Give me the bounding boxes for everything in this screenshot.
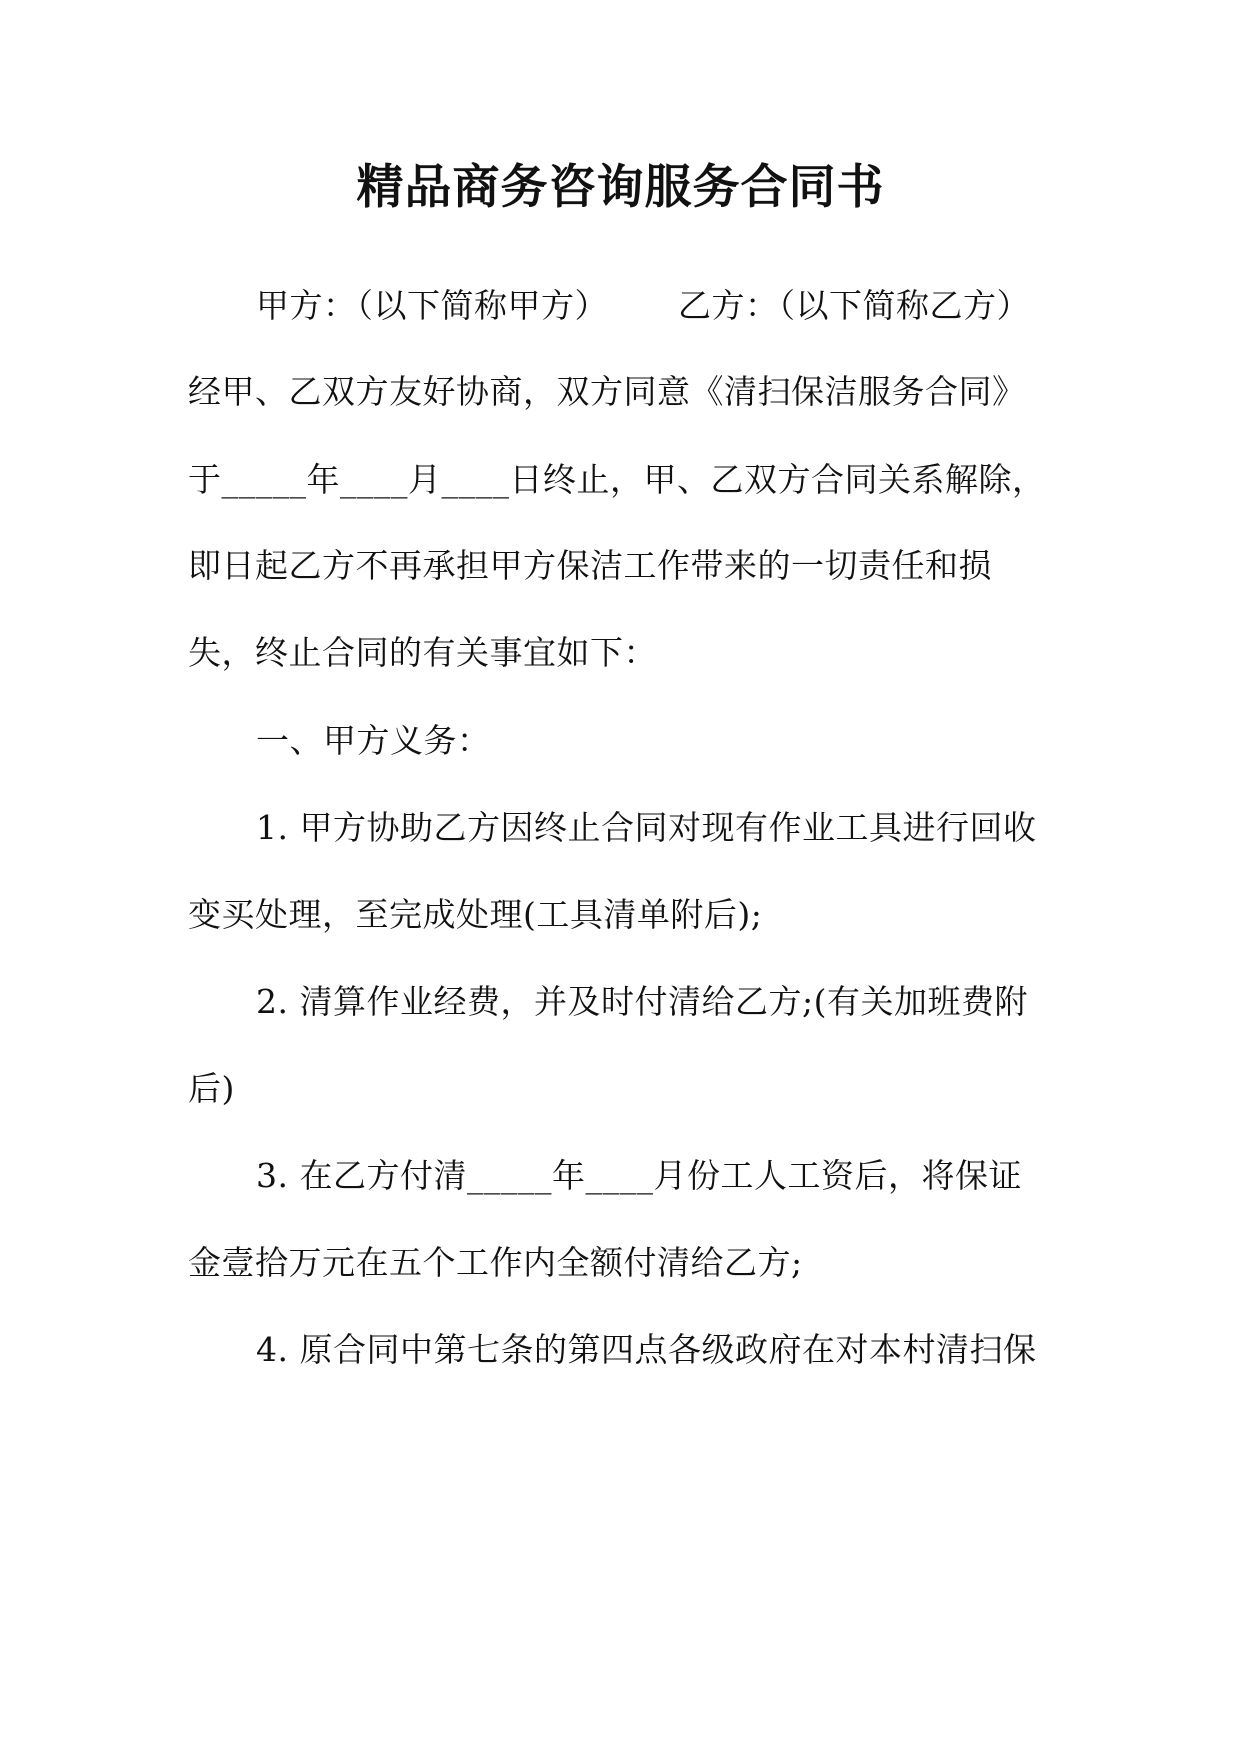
list-item-continuation: 变买处理，至完成处理(工具清单附后); — [188, 895, 763, 934]
list-item-continuation: 后) — [188, 1069, 235, 1108]
party-b-label: 乙方：（以下简称乙方） — [678, 286, 1030, 325]
list-item: 1. 甲方协助乙方因终止合同对现有作业工具进行回收 — [256, 808, 1037, 847]
section-heading: 一、甲方义务： — [256, 721, 491, 760]
list-item-continuation: 金壹拾万元在五个工作内全额付清给乙方; — [188, 1243, 803, 1282]
party-a-label: 甲方：（以下简称甲方） — [256, 286, 608, 325]
parties-line — [256, 280, 1030, 327]
paragraph-line: 于_____年____月____日终止，甲、乙双方合同关系解除， — [188, 460, 1046, 499]
document-title: 精品商务咨询服务合同书 — [356, 160, 885, 215]
paragraph-line: 即日起乙方不再承担甲方保洁工作带来的一切责任和损 — [188, 546, 992, 585]
paragraph-line: 失，终止合同的有关事宜如下： — [188, 633, 657, 672]
paragraph-line: 经甲、乙双方友好协商，双方同意《清扫保洁服务合同》 — [188, 372, 1026, 411]
list-item: 2. 清算作业经费，并及时付清给乙方;(有关加班费附 — [256, 982, 1028, 1021]
list-item: 3. 在乙方付清_____年____月份工人工资后，将保证 — [256, 1156, 1022, 1195]
list-item: 4. 原合同中第七条的第四点各级政府在对本村清扫保 — [256, 1330, 1037, 1369]
